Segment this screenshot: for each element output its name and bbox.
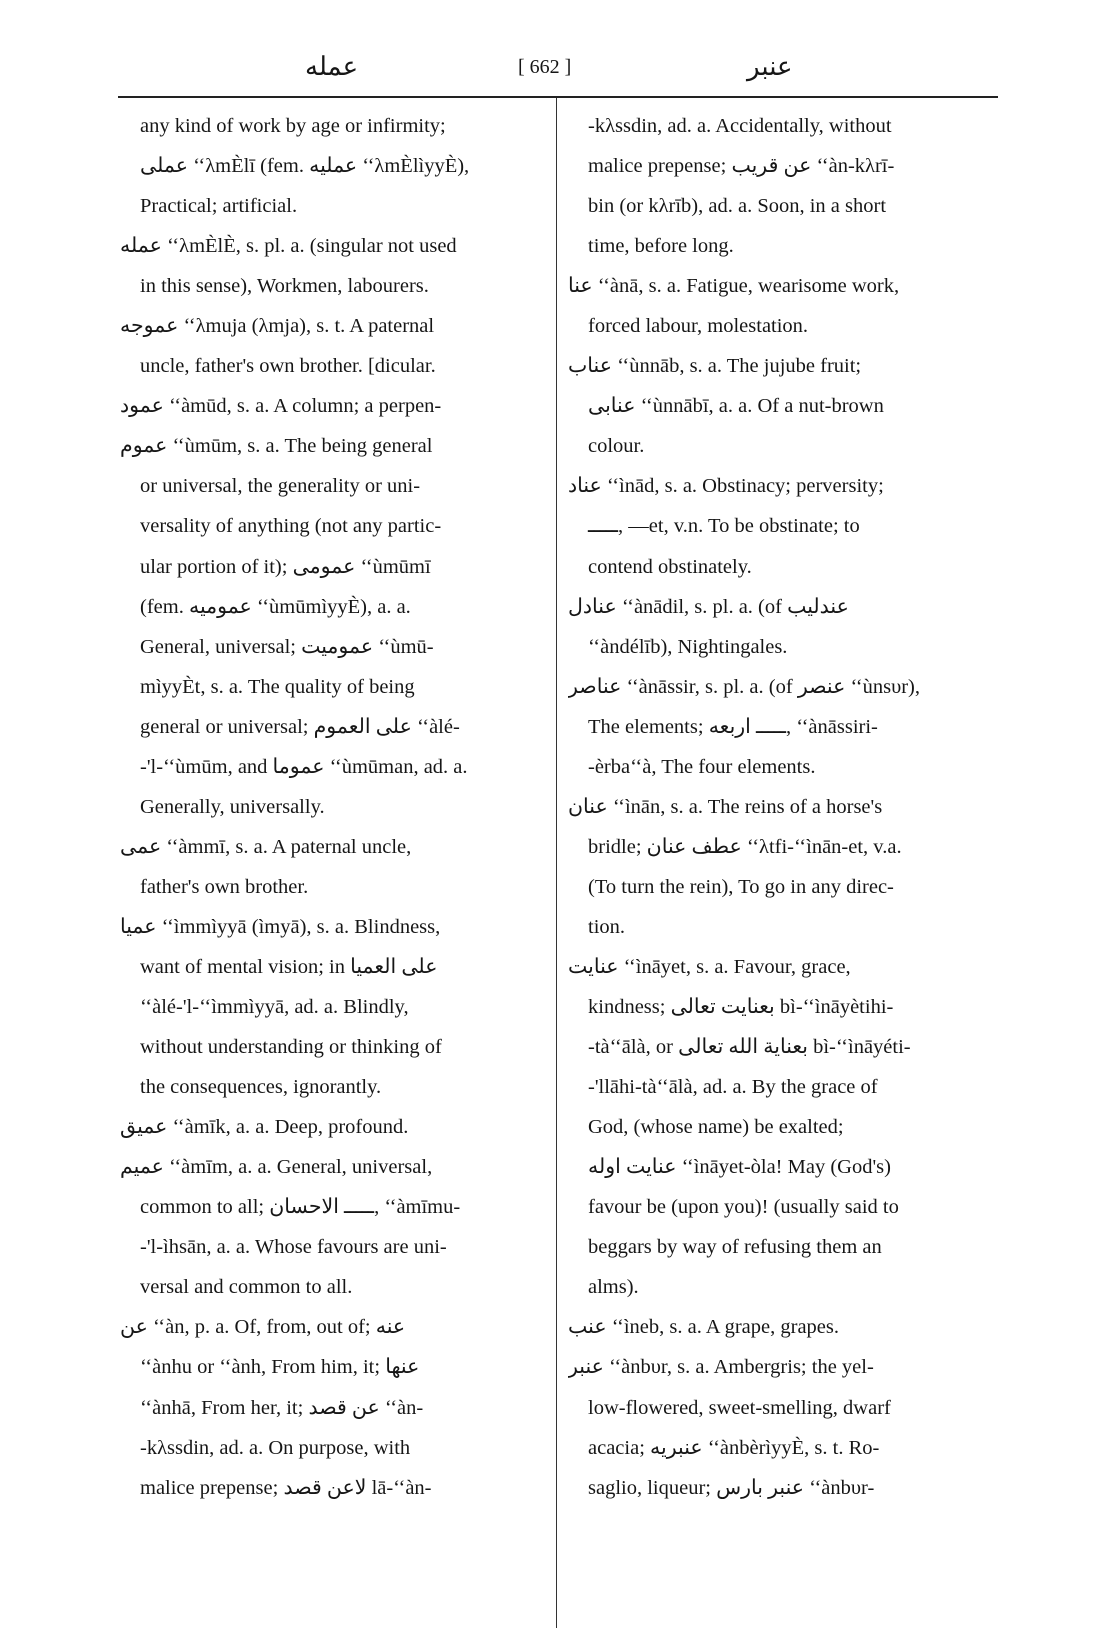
right-column-line: colour. bbox=[588, 435, 645, 458]
left-column-line: versal and common to all. bbox=[140, 1276, 353, 1299]
right-column-line: alms). bbox=[588, 1276, 639, 1299]
right-column-line: forced labour, molestation. bbox=[588, 315, 809, 338]
left-column-line: عمیق ‘‘àmīk, a. a. Deep, profound. bbox=[120, 1116, 409, 1139]
left-column-line: general or universal; علی العموم ‘‘àlé- bbox=[140, 715, 460, 738]
header-rule bbox=[118, 96, 998, 98]
right-column-line: contend obstinately. bbox=[588, 555, 752, 578]
left-column-line: Generally, universally. bbox=[140, 795, 325, 818]
right-column-line: tion. bbox=[588, 915, 626, 938]
right-column-line: ‘‘àndélīb), Nightingales. bbox=[588, 635, 788, 658]
page-number: [ 662 ] bbox=[518, 56, 572, 78]
left-column-line: the consequences, ignorantly. bbox=[140, 1076, 382, 1099]
right-column-line: The elements; ـــــ اربعه, ‘‘ànāssiri- bbox=[588, 715, 878, 738]
right-column-line: عنادل ‘‘ànādil, s. pl. a. (of عندلیب bbox=[568, 595, 849, 618]
right-column-line: low-flowered, sweet-smelling, dwarf bbox=[588, 1396, 891, 1419]
left-column-line: mìyyÈt, s. a. The quality of being bbox=[140, 675, 415, 698]
right-column-line: عناصر ‘‘ànāssir, s. pl. a. (of عنصر ‘‘ùnsυr), bbox=[568, 675, 920, 698]
left-column-line: ‘‘àlé-'l-‘‘ìmmìyyā, ad. a. Blindly, bbox=[140, 996, 409, 1019]
left-column-line: ‘‘ànhu or ‘‘ành, From him, it; عنها bbox=[140, 1356, 420, 1379]
right-column bbox=[568, 106, 996, 1508]
left-column-line: malice prepense; لاعن قصد lā-‘‘àn- bbox=[140, 1476, 432, 1499]
header-left-word: عمله bbox=[305, 52, 359, 82]
right-column-line: عنابی ‘‘ùnnābī, a. a. Of a nut-brown bbox=[588, 395, 884, 418]
column-divider bbox=[556, 98, 557, 1628]
left-column-line: عموجه ‘‘λmuja (λmja), s. t. A paternal bbox=[120, 315, 435, 338]
left-column-line: عمیا ‘‘ìmmìyyā (ìmyā), s. a. Blindness, bbox=[120, 915, 441, 938]
right-column-line: -'llāhi-tà‘‘ālà, ad. a. By the grace of bbox=[588, 1076, 878, 1099]
left-column-line: in this sense), Workmen, labourers. bbox=[140, 275, 429, 298]
right-column-line: favour be (upon you)! (usually said to bbox=[588, 1196, 899, 1219]
header-right-word: عنبر bbox=[747, 52, 793, 82]
right-column-line: عناب ‘‘ùnnāb, s. a. The jujube fruit; bbox=[568, 355, 862, 378]
right-column-line: عنایت اوله ‘‘ìnāyet-òla! May (God's) bbox=[588, 1156, 891, 1179]
right-column-line: kindness; بعنایت تعالی bì-‘‘ìnāyètihi- bbox=[588, 996, 894, 1019]
right-column-line: bin (or kλrīb), ad. a. Soon, in a short bbox=[588, 195, 887, 218]
right-column-line: bridle; عطف عنان ‘‘λtfi-‘‘ìnān-et, v.a. bbox=[588, 835, 902, 858]
right-column-line: ـــــ, —et, v.n. To be obstinate; to bbox=[588, 515, 860, 538]
right-column-line: -tà‘‘ālà, or بعنایة الله تعالی bì-‘‘ìnāyéti- bbox=[588, 1036, 911, 1059]
left-column-line: ‘‘ànhā, From her, it; عن قصد ‘‘àn- bbox=[140, 1396, 424, 1419]
right-column-line: عنبر ‘‘ànbυr, s. a. Ambergris; the yel- bbox=[568, 1356, 874, 1379]
left-column-line: عموم ‘‘ùmūm, s. a. The being general bbox=[120, 435, 433, 458]
left-column-line: عن ‘‘àn, p. a. Of, from, out of; عنه bbox=[120, 1316, 406, 1339]
left-column-line: versality of anything (not any partic- bbox=[140, 515, 442, 538]
left-column-line: عمیم ‘‘àmīm, a. a. General, universal, bbox=[120, 1156, 433, 1179]
right-column-line: beggars by way of refusing them an bbox=[588, 1236, 882, 1259]
right-column-line: saglio, liqueur; عنبر بارس ‘‘ànbυr- bbox=[588, 1476, 875, 1499]
left-column-line: عملی ‘‘λmÈlī (fem. عملیه ‘‘λmÈlìyyÈ), bbox=[140, 155, 470, 178]
right-column-line: عناد ‘‘ìnād, s. a. Obstinacy; perversity; bbox=[568, 475, 884, 498]
running-header bbox=[120, 52, 994, 90]
left-column-line: (fem. عمومیه ‘‘ùmūmìyyÈ), a. a. bbox=[140, 595, 411, 618]
left-column-line: without understanding or thinking of bbox=[140, 1036, 442, 1059]
left-column-line: -'l-‘‘ùmūm, and عموما ‘‘ùmūman, ad. a. bbox=[140, 755, 468, 778]
right-column-line: -èrba‘‘à, The four elements. bbox=[588, 755, 816, 778]
right-column-line: time, before long. bbox=[588, 235, 734, 258]
left-column-line: General, universal; عمومیت ‘‘ùmū- bbox=[140, 635, 434, 658]
left-column-line: -kλssdin, ad. a. On purpose, with bbox=[140, 1436, 411, 1459]
right-column-line: عنایت ‘‘ìnāyet, s. a. Favour, grace, bbox=[568, 955, 851, 978]
right-column-line: عنا ‘‘ànā, s. a. Fatigue, wearisome work, bbox=[568, 275, 900, 298]
left-column-line: عمله ‘‘λmÈlÈ, s. pl. a. (singular not used bbox=[120, 235, 457, 258]
right-column-line: عنب ‘‘ìneb, s. a. A grape, grapes. bbox=[568, 1316, 840, 1339]
left-column-line: عمی ‘‘àmmī, s. a. A paternal uncle, bbox=[120, 835, 412, 858]
left-column-line: common to all; ـــــ الاحسان, ‘‘àmīmu- bbox=[140, 1196, 461, 1219]
left-column bbox=[120, 106, 534, 1508]
left-column-line: any kind of work by age or infirmity; bbox=[140, 115, 446, 137]
right-column-line: malice prepense; عن قریب ‘‘àn-kλrī- bbox=[588, 155, 895, 178]
left-column-line: عمود ‘‘àmūd, s. a. A column; a perpen- bbox=[120, 395, 442, 418]
right-column-line: (To turn the rein), To go in any direc- bbox=[588, 875, 894, 898]
left-column-line: or universal, the generality or uni- bbox=[140, 475, 421, 498]
left-column-line: father's own brother. bbox=[140, 875, 309, 898]
right-column-line: acacia; عنبریه ‘‘ànbèrìyyÈ, s. t. Ro- bbox=[588, 1436, 880, 1459]
right-column-line: عنان ‘‘ìnān, s. a. The reins of a horse's bbox=[568, 795, 883, 818]
left-column-line: -'l-ìhsān, a. a. Whose favours are uni- bbox=[140, 1236, 447, 1259]
left-column-line: uncle, father's own brother. [dicular. bbox=[140, 355, 436, 378]
left-column-line: ular portion of it); عمومی ‘‘ùmūmī bbox=[140, 555, 431, 578]
left-column-line: want of mental vision; in علی العمیا bbox=[140, 955, 438, 978]
left-column-line: Practical; artificial. bbox=[140, 195, 298, 218]
right-column-line: -kλssdin, ad. a. Accidentally, without bbox=[588, 115, 892, 137]
right-column-line: God, (whose name) be exalted; bbox=[588, 1116, 844, 1139]
